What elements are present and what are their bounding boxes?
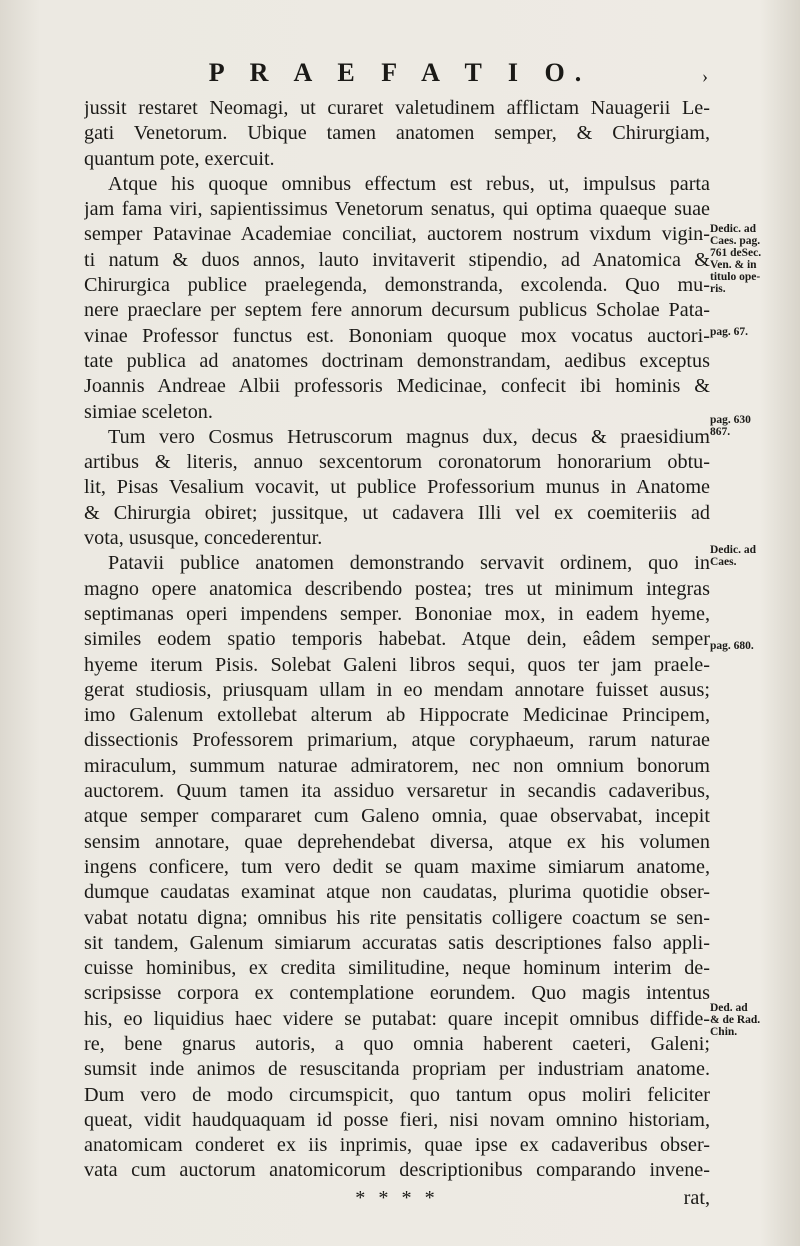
text-line: Chirurgica publice praelegenda, demonstranda, excolenda. Quo mu- [84,274,710,297]
corner-mark: › [702,66,708,86]
text-line: scripsisse corpora ex contemplatione eorundem. Quo magis intentus [84,982,710,1005]
text-line: dumque caudatas examinat atque non caudatas, plurima quotidie obser- [84,881,710,904]
text-line: nere praeclare per septem fere annorum decursum publicus Scholae Pata- [84,299,710,322]
text-line: lit, Pisas Vesalium vocavit, ut publice Professorium munus in Anatome [84,476,710,499]
text-line: ti natum & duos annos, lauto invitaverit stipendio, ad Anatomica & [84,248,710,271]
text-line: sensim annotare, quae deprehendebat diversa, atque ex his volumen [84,830,710,853]
text-line: simiae sceleton. [84,400,213,423]
text-line: jam fama viri, sapientissimus Venetorum senatus, qui optima quaeque suae [84,198,710,221]
text-line: vinae Professor functus est. Bononiam quoque mox vocatus auctori- [84,324,710,347]
text-line: cuisse hominibus, ex credita similitudine, neque hominum interim de- [84,957,710,980]
text-line: jussit restaret Neomagi, ut curaret valetudinem afflictam Nauagerii Le- [84,97,710,119]
margin-note: Dedic. ad Caes. [710,544,756,568]
text-line: Atque his quoque omnibus effectum est rebus, ut, impulsus parta [108,172,710,195]
text-line: artibus & literis, annuo sexcentorum coronatorum honorarium obtu- [84,451,710,474]
margin-note: pag. 680. [710,640,754,652]
text-line: auctorem. Quum tamen ita assiduo versaretur in secandis cadaveribus, [84,780,710,803]
signature-mark: * * * * [355,1187,439,1209]
text-line: miraculum, summum naturae admiratorem, nec non omnium bonorum [84,754,710,777]
body-text [84,96,710,1209]
text-line: sumsit inde animos de resuscitanda propriam per industriam anatome. [84,1058,710,1081]
text-line: Patavii publice anatomen demonstrando servavit ordinem, quo in [108,552,710,575]
text-line: Tum vero Cosmus Hetruscorum magnus dux, decus & praesidium [108,425,710,448]
text-line: similes eodem spatio temporis habebat. Atque dein, eâdem semper [84,628,710,651]
text-line: queat, vidit haudquaquam id posse fieri, nisi novam omnino historiam, [84,1108,710,1131]
text-line: gerat studiosis, priusquam ullam in eo mendam annotare fuisset ausus; [84,678,710,701]
margin-note: pag. 630 867. [710,414,751,438]
text-line: dissectionis Professorem primarium, atque coryphaeum, rarum naturae [84,729,710,752]
text-line: his, eo liquidius haec videre se putabat: quare incepit omnibus diffide- [84,1007,710,1030]
margin-note: pag. 67. [710,326,749,338]
text-line: hyeme iterum Pisis. Solebat Galeni libros sequi, quos ter jam praele- [84,653,710,676]
catchword: rat, [683,1187,710,1209]
text-line: Dum vero de modo circumspicit, quo tantum opus moliri feliciter [84,1083,710,1106]
text-line: quantum pote, exercuit. [84,147,275,170]
text-line: sit tandem, Galenum simiarum accuratas satis descriptiones falso appli- [84,931,710,954]
text-line: gati Venetorum. Ubique tamen anatomen semper, & Chirurgiam, [84,122,710,145]
margin-note: Ded. ad & de Rad. Chin. [710,1002,761,1038]
text-line: semper Patavinae Academiae conciliat, auctorem nostrum vixdum vigin- [84,223,710,246]
text-line: Joannis Andreae Albii professoris Medicinae, confecit ibi hominis & [84,375,710,398]
text-line: & Chirurgia obiret; jussitque, ut cadavera Illi vel ex coemiteriis ad [84,501,710,524]
text-line: anatomicam conderet ex iis inprimis, quae ipse ex cadaveribus obser- [84,1134,710,1157]
text-line: ingens conficere, tum vero dedit se quam maxime simiarum anatome, [84,855,710,878]
text-line: vota, ususque, concederentur. [84,527,323,550]
text-line: re, bene gnarus autoris, a quo omnia haberent caeteri, Galeni; [84,1032,710,1055]
margin-note: Dedic. ad Caes. pag. 761 deSec. Ven. & in titulo ope- ris. [710,223,762,295]
text-line: magno opere anatomica describendo postea; tres ut minimum integras [84,577,710,600]
text-line: vata cum auctorum anatomicorum descriptionibus comparando invene- [84,1159,710,1182]
running-header: P R A E F A T I O. [208,58,592,87]
text-line: vabat notatu digna; omnibus his rite pensitatis colligere coactum se sen- [84,906,710,929]
text-line: atque semper compararet cum Galeno omnia, quae observabat, incepit [84,805,710,828]
text-line: imo Galenum extollebat alterum ab Hippocrate Medicinae Principem, [84,704,710,727]
text-line: tate publica ad anatomes doctrinam demonstrandam, aedibus exceptus [84,349,710,372]
text-line: septimanas operi impendens semper. Bononiae mox, in eadem hyeme, [84,602,710,625]
